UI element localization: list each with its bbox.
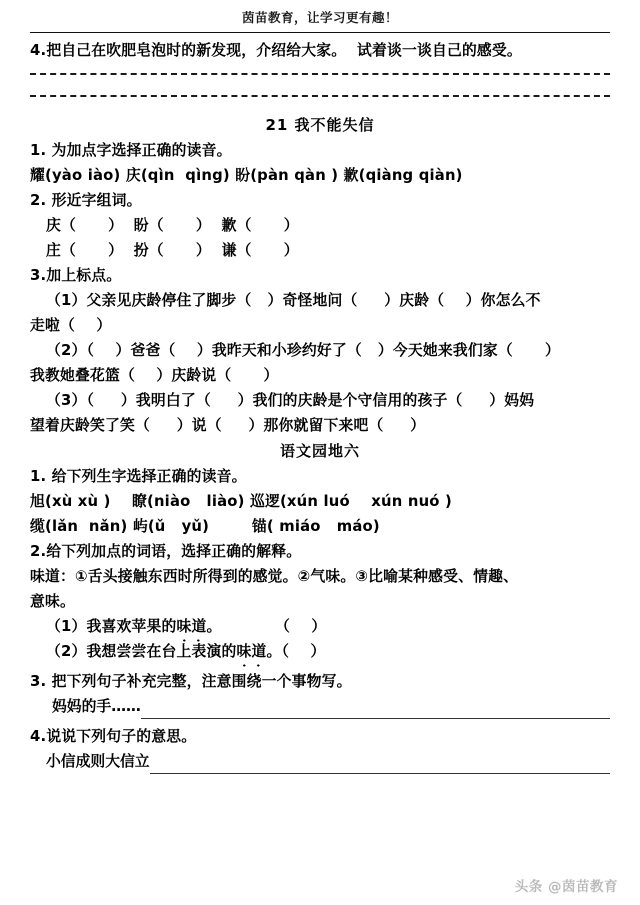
garden6-q3-answer-blank[interactable]	[141, 702, 610, 719]
garden-6-title: 语文园地六	[279, 442, 360, 460]
lesson21-q2-prompt: 2. 形近字组词。	[30, 192, 142, 209]
garden6-q4-answer-blank[interactable]	[150, 757, 610, 774]
garden6-q1-prompt: 1. 给下列生字选择正确的读音。	[30, 468, 247, 485]
garden6-q3-answer-row	[30, 694, 610, 719]
lesson21-q3-item-2-line-1: （2）（ ）爸爸（ ）我昨天和小珍约好了（ ）今天她来我们家（ ）	[46, 342, 560, 359]
answer-dashed-line-1	[30, 63, 610, 85]
lesson-21-title: 21 我不能失信	[265, 116, 375, 134]
lesson21-q3-item-3-line-1: （3）（ ）我明白了（ ）我们的庆龄是个守信用的孩子（ ）妈妈	[46, 392, 535, 409]
worksheet-content	[0, 33, 640, 774]
dashed-rule	[30, 95, 610, 97]
garden6-q4-prompt: 4.说说下列句子的意思。	[30, 728, 197, 745]
garden6-q2-item-1	[30, 614, 610, 639]
garden6-q3-prompt: 3. 把下列句子补充完整，注意围绕一个事物写。	[30, 673, 352, 690]
lesson21-q3-item-1-line-2: 走啦（ ）	[30, 317, 112, 334]
lesson21-q3-item-1-line-1: （1）父亲见庆龄停住了脚步（ ）奇怪地问（ ）庆龄（ ）你怎么不	[46, 292, 541, 309]
lesson21-q3-item-2-line-2: 我教她叠花篮（ ）庆龄说（ ）	[30, 367, 279, 384]
garden6-q4-answer-row	[30, 749, 610, 774]
garden6-q2-item-2-prefix: （2）我想尝尝在台上表演的	[46, 643, 237, 660]
lesson21-q2-row-1: 庆（ ） 盼（ ） 歉（ ）	[46, 217, 299, 234]
garden6-q2-item-2	[30, 639, 610, 664]
lesson21-q3-prompt: 3.加上标点。	[30, 267, 122, 284]
garden6-q2-item-1-prefix: （1）我喜欢苹果的	[46, 618, 177, 635]
garden6-q4-answer-stem: 小信成则大信立	[46, 753, 150, 770]
garden6-q2-definition-line-2: 意味。	[30, 593, 75, 610]
dashed-rule	[30, 73, 610, 75]
footer-watermark: 头条 @茵苗教育	[514, 879, 618, 895]
lesson21-q1-items: 耀(yào iào) 庆(qìn qìng) 盼(pàn qàn ) 歉(qiàng qiàn)	[30, 167, 463, 184]
garden6-q2-definition-line-1: 味道：①舌头接触东西时所得到的感觉。②气味。③比喻某种感受、情趣、	[30, 568, 519, 585]
page-header-banner: 茵苗教育，让学习更有趣！	[241, 10, 398, 25]
carryover-question-4: 4.把自己在吹肥皂泡时的新发现，介绍给大家。 试着谈一谈自己的感受。	[30, 42, 522, 59]
garden6-q2-prompt: 2.给下列加点的词语，选择正确的解释。	[30, 543, 302, 560]
garden6-q2-item-2-emphasized-word: 味道	[236, 639, 266, 664]
lesson21-q2-row-2: 庄（ ） 扮（ ） 谦（ ）	[46, 242, 299, 259]
garden6-q2-item-2-suffix: 。（ ）	[266, 643, 326, 660]
garden6-q1-line-2: 缆(lǎn nǎn) 屿(ǔ yǔ) 锚( miáo máo)	[30, 518, 380, 535]
lesson21-q3-item-3-line-2: 望着庆龄笑了笑（ ）说（ ）那你就留下来吧（ ）	[30, 417, 426, 434]
answer-dashed-line-2	[30, 85, 610, 107]
lesson21-q1-prompt: 1. 为加点字选择正确的读音。	[30, 142, 232, 159]
garden6-q3-answer-stem: 妈妈的手……	[52, 698, 141, 715]
garden6-q1-line-1: 旭(xù xù ) 瞭(niào liào) 巡逻(xún luó xún nuó )	[30, 493, 452, 510]
garden6-q2-item-1-suffix: 。 （ ）	[206, 618, 327, 635]
garden6-q2-item-1-emphasized-word: 味道	[176, 614, 206, 639]
